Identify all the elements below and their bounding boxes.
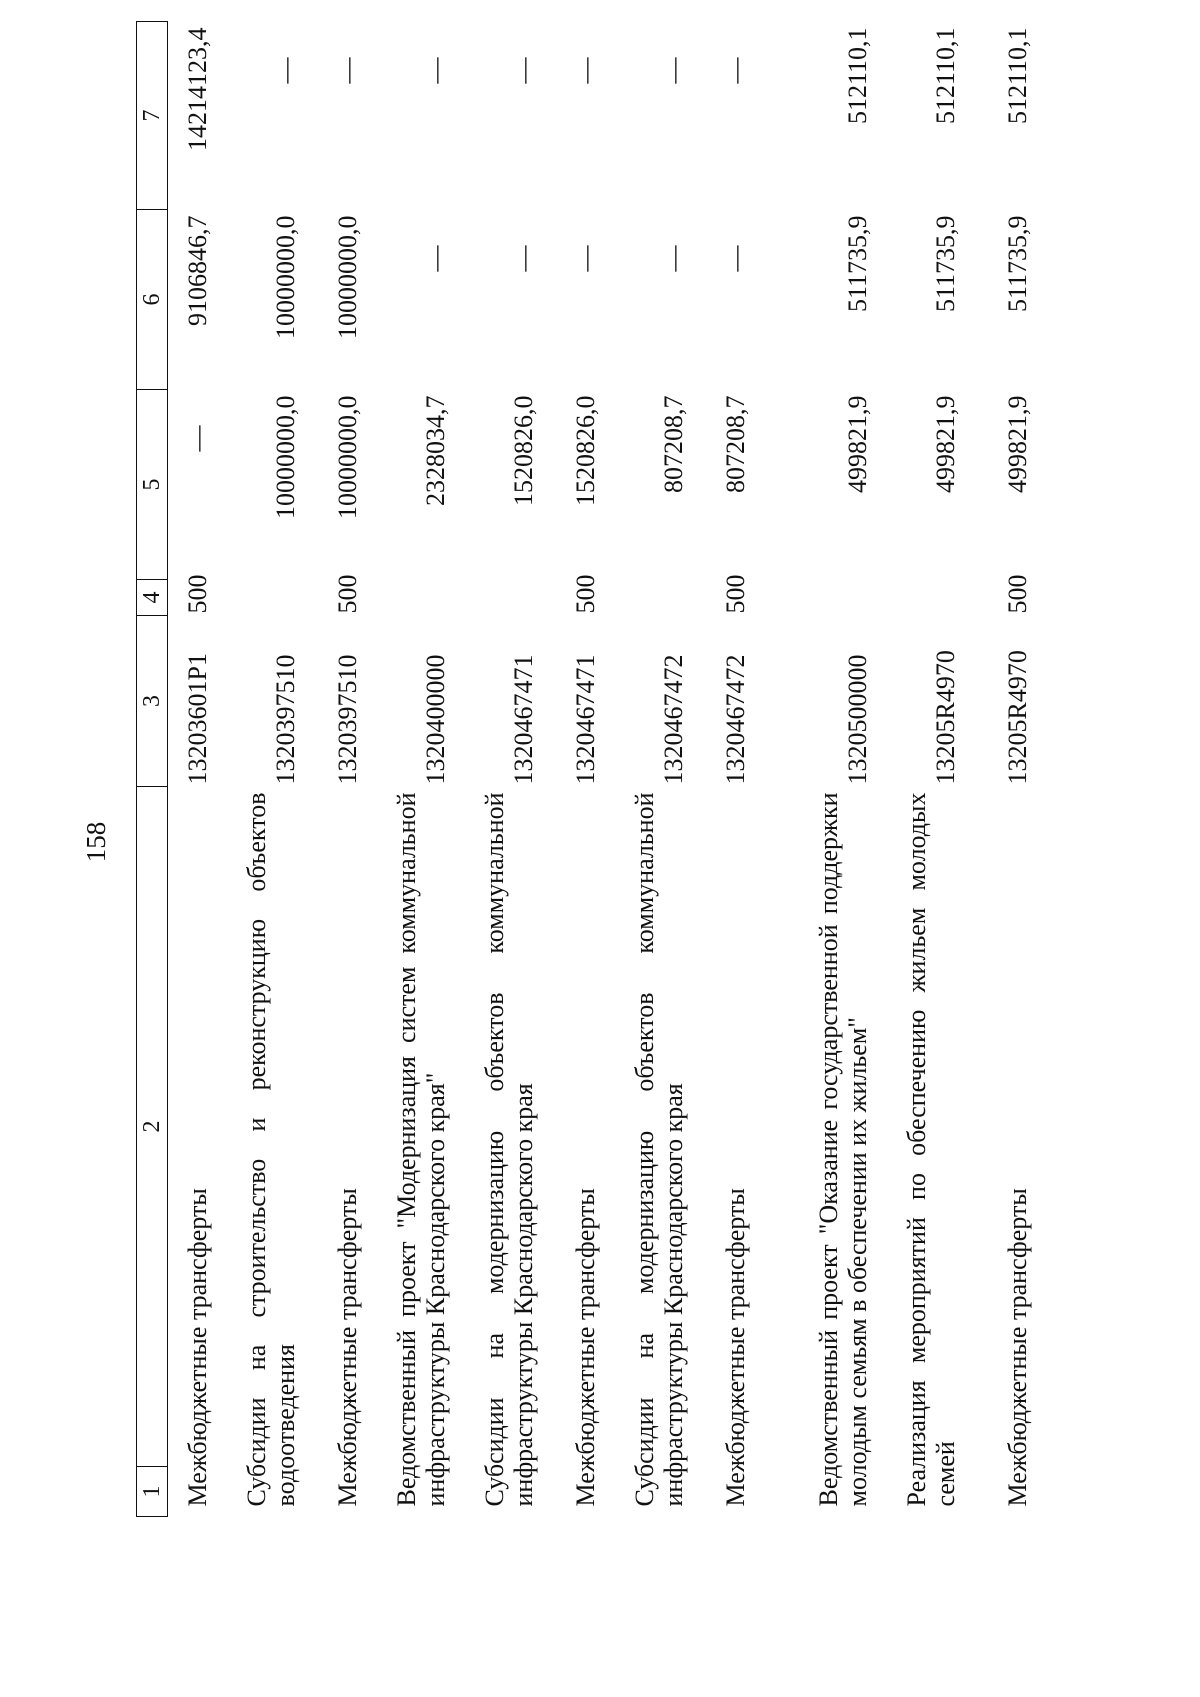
row-amount-col5: 10000000,0 <box>332 395 362 519</box>
row-name: Ведомственный проект "Оказание государственной поддержки молодым семьям в обеспечении их жильем" <box>813 792 872 1507</box>
row-amount-col7: — <box>570 57 600 84</box>
table-row <box>306 22 368 1517</box>
row-name: Реализация мероприятий по обеспечению жильем молодых семей <box>901 792 960 1507</box>
row-code: 13205R4970 <box>1002 650 1032 785</box>
row-amount-col5: 499821,9 <box>1002 395 1032 493</box>
row-amount-col7: — <box>420 57 450 84</box>
row-amount-col6: — <box>720 245 750 272</box>
table-row <box>368 22 456 1517</box>
row-code: 1320467472 <box>720 654 750 785</box>
row-amount-col7: — <box>270 57 300 84</box>
row-amount-col6: 9106846,7 <box>182 215 212 326</box>
row-code: 1320397510 <box>332 654 362 785</box>
row-amount-col5: 499821,9 <box>842 395 872 493</box>
table-row <box>606 22 694 1517</box>
footer-stamp <box>1152 580 1168 1000</box>
row-amount-col5: 1520826,0 <box>508 395 538 506</box>
budget-table-container <box>136 27 1096 1517</box>
page-number: 158 <box>81 821 111 863</box>
header-col-7: 7 <box>137 22 168 210</box>
row-amount-col7: — <box>720 57 750 84</box>
row-name: Субсидии на модернизацию объектов коммунальной инфраструктуры Краснодарского края <box>629 792 688 1507</box>
row-amount-col5: 1520826,0 <box>570 395 600 506</box>
row-amount-col5: 499821,9 <box>930 395 960 493</box>
header-col-6: 6 <box>137 210 168 390</box>
row-amount-col7: 512110,1 <box>1002 27 1032 125</box>
row-amount-col6: — <box>658 245 688 272</box>
row-name: Межбюджетные трансферты <box>332 1188 362 1507</box>
row-amount-col5: 807208,7 <box>720 395 750 493</box>
row-amount-col5: 10000000,0 <box>270 395 300 519</box>
header-col-5: 5 <box>137 390 168 580</box>
row-name: Ведомственный проект "Модернизация систем коммунальной инфраструктуры Краснодарского края" <box>391 792 450 1507</box>
row-name: Межбюджетные трансферты <box>570 1188 600 1507</box>
row-name: Межбюджетные трансферты <box>720 1188 750 1507</box>
row-amount-col7: — <box>332 57 362 84</box>
table-row <box>966 22 1038 1517</box>
row-amount-col7: 14214123,4 <box>182 27 212 151</box>
row-code: 1320467471 <box>508 654 538 785</box>
row-code: 1320397510 <box>270 654 300 785</box>
table-row <box>694 22 756 1517</box>
row-expense-type <box>756 580 878 616</box>
row-amount-col6: 511735,9 <box>842 215 872 313</box>
row-expense-type: 500 <box>720 574 750 614</box>
table-row <box>456 22 544 1517</box>
row-code: 13205R4970 <box>930 650 960 785</box>
row-amount-col6: 10000000,0 <box>332 215 362 339</box>
row-amount-col5: 807208,7 <box>658 395 688 493</box>
row-amount-col5: — <box>182 425 212 452</box>
row-code: 1320467471 <box>570 654 600 785</box>
row-amount-col6: 10000000,0 <box>270 215 300 339</box>
row-expense-type: 500 <box>570 574 600 614</box>
table-header-row <box>137 22 168 1517</box>
row-expense-type <box>878 580 966 616</box>
row-code: 1320467472 <box>658 654 688 785</box>
row-expense-type: 500 <box>182 574 212 614</box>
row-name: Субсидии на модернизацию объектов коммунальной инфраструктуры Краснодарского края <box>479 792 538 1507</box>
row-amount-col7: — <box>658 57 688 84</box>
row-amount-col5: 2328034,7 <box>420 395 450 506</box>
row-expense-type <box>218 580 306 616</box>
row-amount-col7: — <box>508 57 538 84</box>
header-col-2: 2 <box>137 787 168 1467</box>
header-col-3: 3 <box>137 616 168 787</box>
row-expense-type: 500 <box>332 574 362 614</box>
row-name: Межбюджетные трансферты <box>1002 1188 1032 1507</box>
row-name: Субсидии на строительство и реконструкцию объектов водоотведения <box>241 792 300 1507</box>
row-code: 13203601P1 <box>182 653 212 785</box>
row-code: 1320500000 <box>842 654 872 785</box>
row-amount-col6: — <box>570 245 600 272</box>
row-amount-col6: 511735,9 <box>930 215 960 313</box>
row-amount-col6: 511735,9 <box>1002 215 1032 313</box>
header-col-4: 4 <box>137 580 168 616</box>
table-row <box>878 22 966 1517</box>
header-col-1: 1 <box>137 1467 168 1517</box>
row-expense-type <box>606 580 694 616</box>
table-row <box>218 22 306 1517</box>
budget-table <box>136 21 1038 1517</box>
row-expense-type: 500 <box>1002 574 1032 614</box>
row-expense-type <box>368 580 456 616</box>
table-row <box>168 22 219 1517</box>
row-code: 1320400000 <box>420 654 450 785</box>
row-expense-type <box>456 580 544 616</box>
row-amount-col6: — <box>508 245 538 272</box>
row-name: Межбюджетные трансферты <box>182 1188 212 1507</box>
table-row <box>544 22 606 1517</box>
row-amount-col6: — <box>420 245 450 272</box>
table-row <box>756 22 878 1517</box>
row-amount-col7: 512110,1 <box>842 27 872 125</box>
row-amount-col7: 512110,1 <box>930 27 960 125</box>
